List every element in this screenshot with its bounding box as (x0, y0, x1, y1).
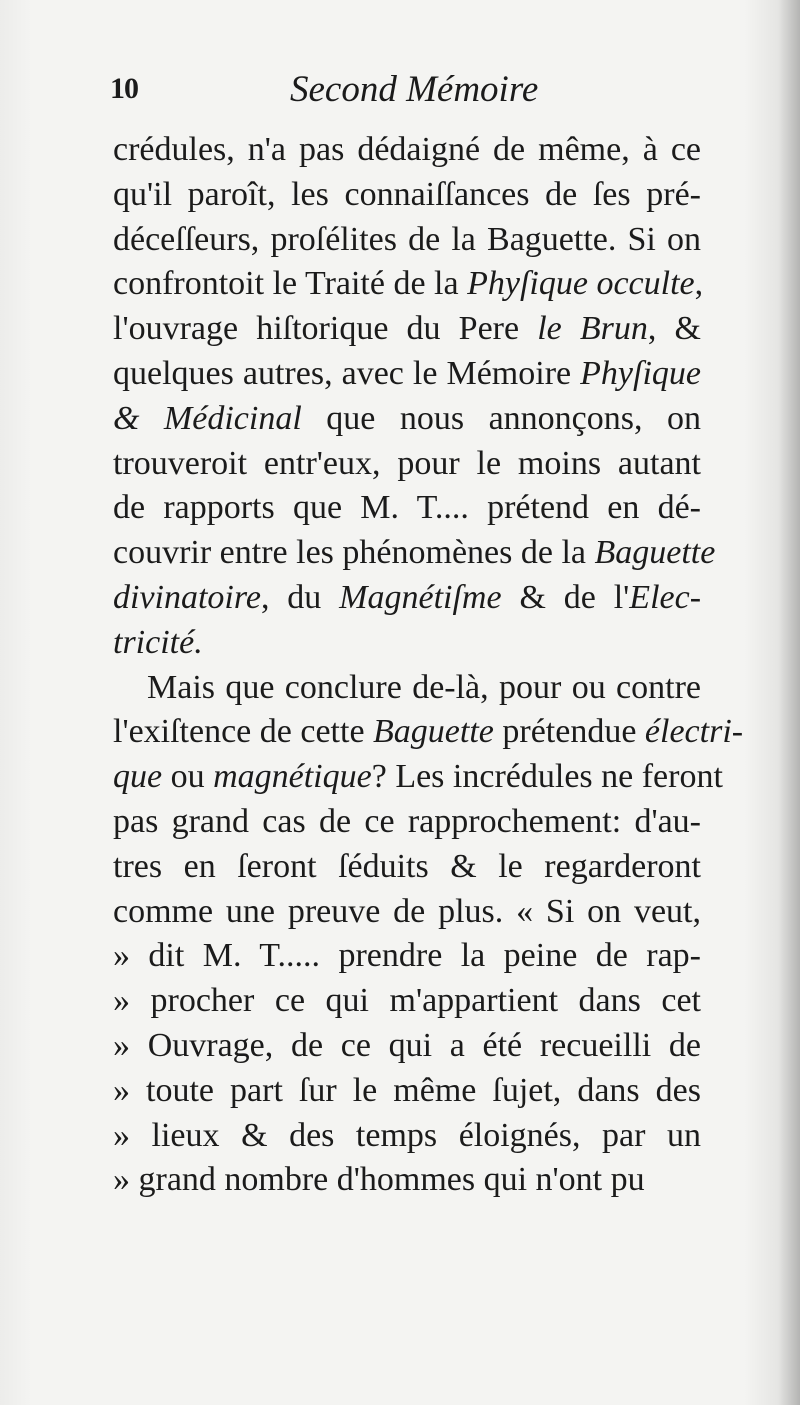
text-line (113, 531, 716, 576)
text-run: » lieux & des temps éloignés, par un (113, 1116, 701, 1154)
text-line (113, 173, 701, 218)
text-run: crédules, n'a pas dédaigné de même, à ce (113, 131, 701, 168)
body-text (113, 128, 744, 1203)
text-run: prétendue (493, 713, 645, 751)
text-line (113, 666, 701, 711)
text-line (113, 397, 701, 442)
text-run: & de l' (501, 578, 630, 616)
text-run: , & (647, 310, 702, 348)
italic-text-run: Baguette (594, 534, 716, 572)
text-line (113, 352, 701, 397)
page-number: 10 (110, 72, 138, 105)
running-title: Second Mémoire (290, 69, 539, 110)
text-line (113, 576, 701, 621)
text-line (113, 979, 701, 1024)
text-run: trouveroit entr'eux, pour le moins autant (113, 444, 701, 482)
text-line (113, 486, 701, 531)
text-run: , (694, 265, 704, 303)
text-run: » procher ce qui m'appartient dans cet (113, 982, 701, 1020)
text-run: déceſſeurs, proſélites de la Baguette. Si on (113, 220, 701, 258)
text-run: confrontoit le Traité de la (113, 265, 468, 303)
text-run: couvrir entre les phénomènes de la (113, 534, 595, 572)
text-line (113, 307, 701, 352)
italic-text-run: tricité. (113, 623, 203, 661)
text-line (113, 890, 701, 935)
page-header (110, 69, 700, 122)
text-line (113, 800, 701, 845)
text-line (113, 755, 723, 800)
italic-text-run: divinatoire (113, 578, 261, 616)
text-line (113, 262, 704, 307)
text-run: pas grand cas de ce rapprochement: d'au- (113, 802, 701, 840)
text-run: de rapports que M. T.... prétend en dé- (113, 489, 701, 527)
text-line (113, 1158, 701, 1203)
italic-text-run: électri- (644, 713, 744, 751)
italic-text-run: Baguette (373, 713, 494, 751)
text-run: comme une preuve de plus. « Si on veut, (113, 892, 701, 930)
italic-text-run: que (113, 758, 163, 796)
text-line (113, 1069, 701, 1114)
text-run: qu'il paroît, les connaiſſances de ſes pré- (113, 175, 701, 213)
text-run: ? Les incrédules ne feront (371, 758, 723, 796)
text-run: que nous annonçons, on (301, 399, 701, 437)
text-run: l'exiſtence de cette (113, 713, 374, 751)
text-line (113, 1024, 701, 1069)
italic-text-run: Magnétiſme (339, 578, 502, 616)
page-edge-shadow (778, 0, 800, 1405)
text-run: ou (162, 758, 214, 796)
text-line (113, 218, 701, 263)
italic-text-run: & Médicinal (113, 399, 302, 437)
italic-text-run: le Brun (537, 310, 648, 348)
text-run: Mais que conclure de-là, pour ou contre (147, 668, 701, 706)
text-line (113, 128, 701, 173)
italic-text-run: Elec- (629, 578, 702, 616)
text-run: , du (260, 578, 340, 616)
text-run: » toute part ſur le même ſujet, dans des (113, 1071, 701, 1109)
italic-text-run: Phyſique occulte (467, 265, 695, 303)
text-line (113, 710, 744, 755)
text-line (113, 934, 701, 979)
text-line (113, 621, 701, 666)
italic-text-run: Phyſique (580, 354, 701, 392)
text-run: l'ouvrage hiſtorique du Pere (113, 310, 538, 348)
text-line (113, 442, 701, 487)
text-run: » grand nombre d'hommes qui n'ont pu (113, 1161, 645, 1199)
italic-text-run: magnétique (213, 758, 372, 796)
text-run: » Ouvrage, de ce qui a été recueilli de (113, 1026, 701, 1064)
text-run: quelques autres, avec le Mémoire (113, 354, 581, 392)
text-run: tres en ſeront ſéduits & le regarderont (113, 847, 701, 885)
text-run: » dit M. T..... prendre la peine de rap- (113, 937, 701, 975)
text-line (113, 845, 701, 890)
text-line (113, 1114, 701, 1159)
